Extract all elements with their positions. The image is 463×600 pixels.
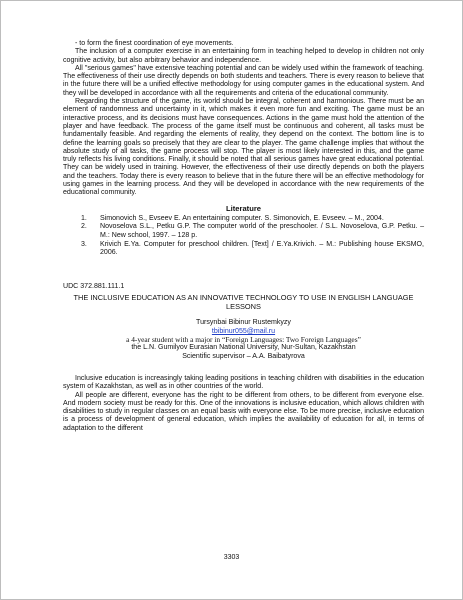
body-paragraph: The inclusion of a computer exercise in an entertaining form in teaching helped to develop in children not only cognitive activity, but also arbitrary behavior and independence.: [63, 48, 424, 64]
author-affiliation: a 4-year student with a major in “Foreign Languages: Two Foreign Languages”: [126, 335, 361, 345]
author-name: Tursynbai Bibinur Rustemkyzy: [196, 319, 291, 327]
literature-item: [63, 215, 424, 223]
body-paragraph: All "serious games" have extensive teaching potential and can be widely used within the framework of teaching. The effectiveness of their use directly depends on both students and teachers. There is every reason to believe that in the future there will be a unified effective methodology for using computer games in the educational system. And they will be developed in accordance with all the requirements and criteria of the educational community.: [63, 64, 424, 97]
article-title: THE INCLUSIVE EDUCATION AS AN INNOVATIVE TECHNOLOGY TO USE IN ENGLISH LANGUAGE LESSONS: [73, 293, 414, 312]
body-paragraph: - to form the finest coordination of eye movements.: [75, 40, 234, 47]
literature-item-number: 1.: [81, 214, 87, 222]
scientific-supervisor: Scientific supervisor – A.A. Baibatyrova: [182, 352, 305, 360]
author-university: the L.N. Gumilyov Eurasian National University, Nur-Sultan, Kazakhstan: [131, 344, 356, 352]
literature-item-number: 3.: [81, 240, 87, 248]
article-paragraph: All people are different, everyone has the right to be different from others, to be different from everyone else. And modern society must be ready for this. One of the innovations is inclusive education, which allows children with disabilities to study in regular classes on an equal basis with everyone else. To be more precise, inclusive education is a process of development of general education, which implies the availability of education for all, in terms of adaptation to the different: [63, 391, 424, 432]
author-email-link[interactable]: tbibinur055@mail.ru: [211, 327, 276, 335]
literature-item-text: Krivich E.Ya. Computer for preschool children. [Text] / E.Ya.Krivich. – M.: Publishing house EKSMO, 2006.: [100, 240, 424, 256]
body-paragraph: Regarding the structure of the game, its world should be integral, coherent and harmonious. There must be an element of randomness and uncertainty in it, which makes it even more fun and exciting. The game must be an interactive process, and its decisions must have consequences. Actions in the game must hold the attention of the player and have feedback. The process of the game itself must be continuous and coherent, all tasks must be fundamentally feasible. And regarding the elements of reality, they depend on the context. The bottom line is to define the learning goals so precisely that they are clear to the player. The game challenge implies that without the absolute study of all tasks, the game process will stop. The player is most likely interested in this, and the game truly reflects his living conditions. Finally, it should be noted that all serious games have great educational potential. They can be widely used in training. However, the effectiveness of their use directly depends on both the players and the teachers. Today there is every reason to believe that in the future there will be an effective methodology for using games in the learning process. And they will be developed in accordance with the new requirements of the educational community.: [63, 98, 424, 197]
literature-list: [63, 215, 424, 257]
page-number: 3303: [223, 554, 240, 561]
literature-item: [63, 241, 424, 258]
literature-heading: Literature: [225, 203, 262, 213]
article-paragraph: Inclusive education is increasingly taking leading positions in teaching children with disabilities in the education system of Kazakhstan, as well as in other countries of the world.: [63, 374, 424, 391]
udc-code: UDC 372.881.111.1: [63, 283, 125, 291]
literature-item: [63, 223, 424, 240]
literature-item-text: Simonovich S., Evseev E. An entertaining computer. S. Simonovich, E. Evseev. – M., 2004.: [100, 214, 384, 222]
literature-item-number: 2.: [81, 223, 87, 231]
literature-item-text: Novoselova S.L., Petku G.P. The computer world of the preschooler. / S.L. Novoselova, G.P. Petku. – M.: New school, 1997. – 128 p.: [100, 223, 424, 239]
